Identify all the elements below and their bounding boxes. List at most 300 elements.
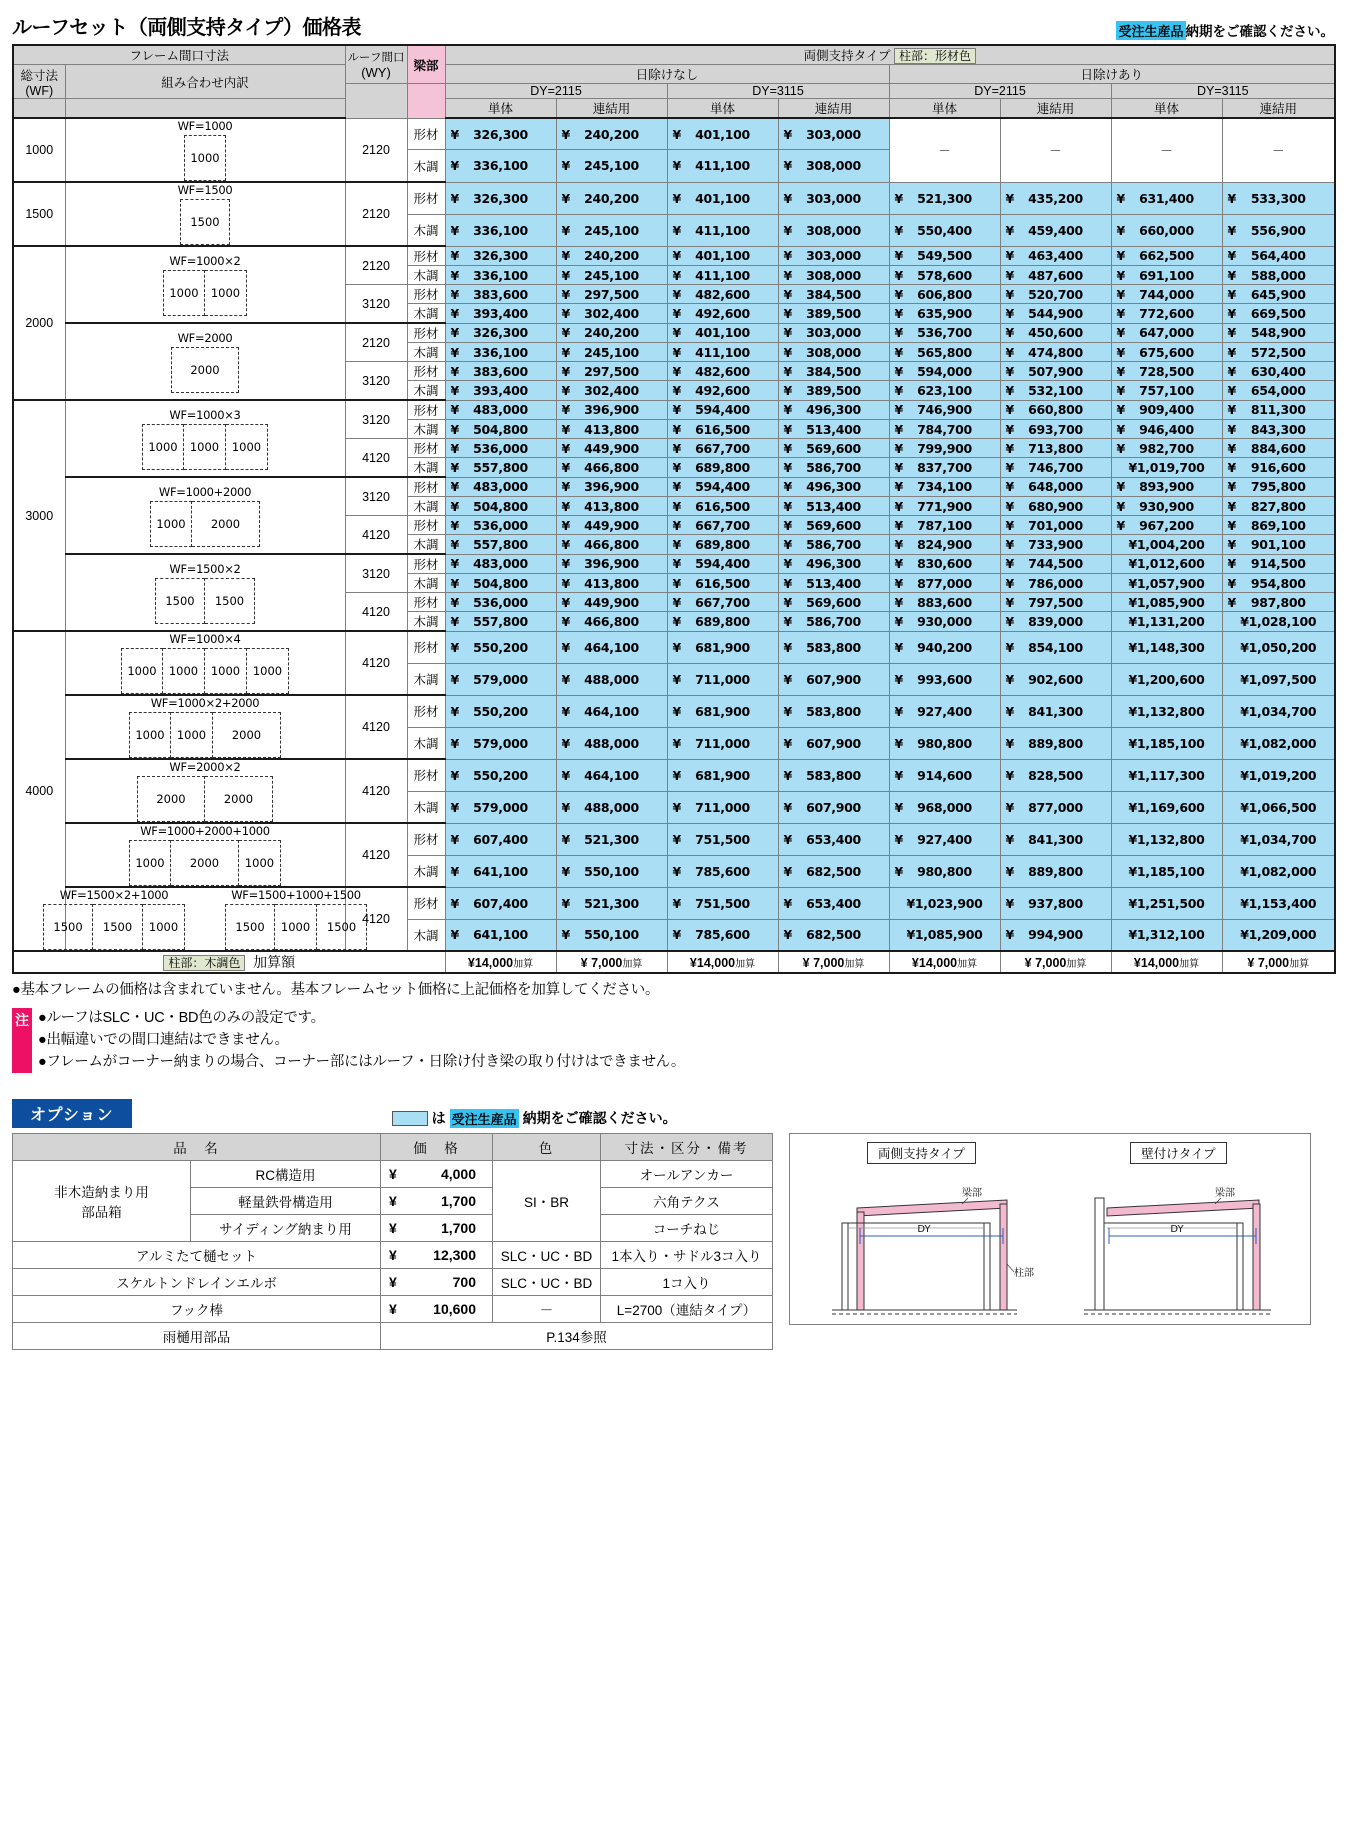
price-cell: ¥ 513,400 bbox=[778, 497, 889, 516]
diagram-box: 1000 bbox=[239, 840, 281, 886]
price-cell: ¥ 569,600 bbox=[778, 593, 889, 612]
beam-type-cell: 形材 bbox=[407, 759, 445, 791]
illustration-title-2: 壁付けタイプ bbox=[1130, 1142, 1226, 1164]
price-cell: ¥ 786,000 bbox=[1000, 574, 1111, 593]
yen-symbol: ¥ bbox=[1005, 639, 1014, 655]
yen-symbol: ¥ bbox=[1227, 325, 1236, 341]
price-cell: ¥ 641,100 bbox=[445, 919, 556, 951]
price-cell: ¥ 326,300 bbox=[445, 182, 556, 214]
yen-symbol: ¥ bbox=[450, 325, 459, 341]
yen-symbol: ¥ bbox=[783, 575, 792, 591]
title-row bbox=[12, 10, 1334, 40]
table-row bbox=[13, 118, 1335, 150]
price-cell: ¥1,097,500 bbox=[1222, 663, 1335, 695]
option-price: ¥ 1,700 bbox=[381, 1188, 493, 1215]
yen-symbol: ¥ bbox=[672, 594, 681, 610]
yen-symbol: ¥ bbox=[561, 440, 570, 456]
note-item: ●出幅違いでの間口連結はできません。 bbox=[38, 1031, 289, 1048]
yen-symbol: ¥ bbox=[783, 536, 792, 552]
price-cell: ¥ 450,600 bbox=[1000, 323, 1111, 343]
price-cell: ¥ 623,100 bbox=[889, 381, 1000, 401]
yen-symbol: ¥ bbox=[450, 671, 459, 687]
price-cell: ¥ 630,400 bbox=[1222, 362, 1335, 381]
price-cell: ¥ 711,000 bbox=[667, 663, 778, 695]
price-cell: ¥1,117,300 bbox=[1111, 759, 1222, 791]
price-cell: ¥ 660,800 bbox=[1000, 400, 1111, 420]
price-cell: ¥ 667,700 bbox=[667, 516, 778, 535]
yen-symbol: ¥ bbox=[894, 286, 903, 302]
yen-symbol: ¥ bbox=[561, 286, 570, 302]
price-cell: ¥ 483,000 bbox=[445, 477, 556, 497]
yen-symbol: ¥ bbox=[1227, 440, 1236, 456]
beam-type-cell: 形材 bbox=[407, 823, 445, 855]
price-cell: ¥ 954,800 bbox=[1222, 574, 1335, 593]
yen-symbol: ¥ bbox=[894, 222, 903, 238]
price-cell: ¥ 572,500 bbox=[1222, 343, 1335, 362]
yen-symbol: ¥ bbox=[672, 767, 681, 783]
header-type-tag: 柱部：形材色 bbox=[894, 48, 976, 64]
price-cell: ¥ 681,900 bbox=[667, 631, 778, 663]
yen-symbol: ¥ bbox=[672, 479, 681, 495]
yen-symbol: ¥ bbox=[783, 459, 792, 475]
beam-type-cell: 木調 bbox=[407, 663, 445, 695]
yen-symbol: ¥ bbox=[1227, 594, 1236, 610]
yen-symbol: ¥ bbox=[783, 344, 792, 360]
yen-symbol: ¥ bbox=[894, 863, 903, 879]
yen-symbol: ¥ bbox=[1005, 536, 1014, 552]
price-cell: ¥1,132,800 bbox=[1111, 695, 1222, 727]
yen-symbol: ¥ bbox=[672, 402, 681, 418]
addition-suffix: 加算 bbox=[844, 958, 865, 970]
yen-symbol: ¥ bbox=[1005, 575, 1014, 591]
yen-symbol: ¥ bbox=[450, 556, 459, 572]
roof-width-cell: 4120 bbox=[345, 887, 407, 951]
table-row bbox=[13, 323, 1335, 343]
frame-breakdown-cell bbox=[53, 887, 361, 951]
beam-type-cell: 形材 bbox=[407, 118, 445, 150]
price-cell: ¥ 691,100 bbox=[1111, 266, 1222, 285]
yen-symbol: ¥ bbox=[672, 517, 681, 533]
yen-symbol: ¥ bbox=[1005, 517, 1014, 533]
yen-symbol: ¥ bbox=[450, 927, 459, 943]
price-cell: ¥ 536,000 bbox=[445, 516, 556, 535]
beam-type-cell: 木調 bbox=[407, 612, 445, 632]
roof-width-cell: 4120 bbox=[345, 516, 407, 555]
roof-width-cell: 3120 bbox=[345, 477, 407, 516]
frame-diagram bbox=[150, 485, 260, 547]
price-cell: ¥ 548,900 bbox=[1222, 323, 1335, 343]
yen-symbol: ¥ bbox=[450, 703, 459, 719]
price-cell: ¥ 504,800 bbox=[445, 574, 556, 593]
price-cell: ¥ 303,000 bbox=[778, 323, 889, 343]
yen-symbol: ¥ bbox=[1227, 363, 1236, 379]
price-cell: ¥ 513,400 bbox=[778, 420, 889, 439]
sub-header-link-3: 連結用 bbox=[1000, 99, 1111, 119]
option-name: RC構造用 bbox=[191, 1161, 381, 1188]
yen-symbol: ¥ bbox=[561, 363, 570, 379]
price-cell: ¥ 647,000 bbox=[1111, 323, 1222, 343]
note-badge: 注 bbox=[12, 1008, 32, 1073]
yen-symbol: ¥ bbox=[783, 517, 792, 533]
price-cell: ¥ 927,400 bbox=[889, 823, 1000, 855]
yen-symbol: ¥ bbox=[450, 799, 459, 815]
price-cell: ¥ 240,200 bbox=[556, 182, 667, 214]
beam-type-cell: 木調 bbox=[407, 343, 445, 362]
price-cell: ¥ 893,900 bbox=[1111, 477, 1222, 497]
yen-symbol: ¥ bbox=[450, 363, 459, 379]
yen-symbol: ¥ bbox=[672, 671, 681, 687]
diagram-boxes bbox=[225, 904, 367, 950]
wf-total-size: 1000 bbox=[13, 118, 65, 182]
header-dy3115-shade: DY=3115 bbox=[1111, 84, 1335, 99]
diagram-box: 1000 bbox=[143, 904, 185, 950]
addition-value: ¥ 7,000加算 bbox=[1000, 951, 1111, 973]
price-cell: ¥ 466,800 bbox=[556, 535, 667, 555]
yen-symbol: ¥ bbox=[783, 190, 792, 206]
header-total-size-label: 総寸法 bbox=[20, 68, 58, 83]
diagram-boxes bbox=[129, 840, 281, 886]
price-cell: ¥ 680,900 bbox=[1000, 497, 1111, 516]
header-with-shade: 日除けあり bbox=[889, 65, 1335, 84]
yen-symbol: ¥ bbox=[450, 382, 459, 398]
legend-suffix: 納期をご確認ください。 bbox=[522, 1110, 677, 1127]
price-cell: ¥ 569,600 bbox=[778, 439, 889, 458]
price-cell: ¥ 401,100 bbox=[667, 182, 778, 214]
price-cell: ¥ 889,800 bbox=[1000, 855, 1111, 887]
price-cell: ¥ 487,600 bbox=[1000, 266, 1111, 285]
diagram-box: 1000 bbox=[275, 904, 317, 950]
price-cell: ¥1,034,700 bbox=[1222, 695, 1335, 727]
diagram-label: WF=1000+2000 bbox=[158, 484, 252, 499]
beam-type-cell: 木調 bbox=[407, 791, 445, 823]
yen-symbol: ¥ bbox=[672, 190, 681, 206]
yen-symbol: ¥ bbox=[1005, 863, 1014, 879]
price-cell: ¥ 854,100 bbox=[1000, 631, 1111, 663]
yen-symbol: ¥ bbox=[1227, 556, 1236, 572]
diagram-box: 2000 bbox=[171, 840, 239, 886]
price-cell: ¥ 799,900 bbox=[889, 439, 1000, 458]
price-cell: ¥1,169,600 bbox=[1111, 791, 1222, 823]
yen-symbol: ¥ bbox=[783, 735, 792, 751]
price-cell: ¥ 240,200 bbox=[556, 323, 667, 343]
roof-width-cell: 4120 bbox=[345, 823, 407, 887]
addition-suffix: 加算 bbox=[622, 958, 643, 970]
price-cell: ¥ 411,100 bbox=[667, 150, 778, 182]
yen-symbol: ¥ bbox=[1005, 831, 1014, 847]
price-cell: ¥ 811,300 bbox=[1222, 400, 1335, 420]
price-cell: ¥ 557,800 bbox=[445, 458, 556, 478]
option-note: 1本入り・サドル3コ入り bbox=[601, 1242, 773, 1269]
frame-breakdown-cell bbox=[65, 182, 345, 246]
option-price: ¥ 12,300 bbox=[381, 1242, 493, 1269]
yen-symbol: ¥ bbox=[783, 863, 792, 879]
frame-diagram bbox=[225, 888, 367, 950]
frame-breakdown-cell bbox=[65, 759, 345, 823]
diagram-label: WF=1000+2000+1000 bbox=[140, 824, 270, 838]
price-cell: ¥ 583,800 bbox=[778, 695, 889, 727]
legend-prefix: は bbox=[431, 1110, 446, 1127]
yen-symbol: ¥ bbox=[450, 767, 459, 783]
price-cell: ¥ 533,300 bbox=[1222, 182, 1335, 214]
yen-symbol: ¥ bbox=[672, 613, 681, 629]
price-cell: ¥ 607,900 bbox=[778, 663, 889, 695]
price-cell: ¥ 631,400 bbox=[1111, 182, 1222, 214]
header-dy3115-noshade: DY=3115 bbox=[667, 84, 889, 99]
yen-symbol: ¥ bbox=[672, 927, 681, 943]
addition-suffix: 加算 bbox=[957, 958, 978, 970]
price-cell: ¥ 830,600 bbox=[889, 554, 1000, 574]
frame-breakdown-cell bbox=[65, 323, 345, 400]
frame-diagram bbox=[43, 888, 185, 950]
yen-symbol: ¥ bbox=[450, 158, 459, 174]
price-cell: ¥ 240,200 bbox=[556, 246, 667, 266]
frame-diagram bbox=[178, 183, 233, 245]
frame-breakdown-cell bbox=[65, 477, 345, 554]
price-cell: ¥ 940,200 bbox=[889, 631, 1000, 663]
option-note: L=2700（連結タイプ） bbox=[601, 1296, 773, 1323]
beam-type-cell: 形材 bbox=[407, 323, 445, 343]
yen-symbol: ¥ bbox=[1005, 382, 1014, 398]
yen-symbol: ¥ bbox=[1116, 382, 1125, 398]
yen-symbol: ¥ bbox=[1227, 536, 1236, 552]
yen-symbol: ¥ bbox=[894, 344, 903, 360]
frame-breakdown-cell bbox=[65, 400, 345, 477]
price-cell: ¥ 550,100 bbox=[556, 855, 667, 887]
addition-label: 加算額 bbox=[253, 954, 296, 970]
diagram-box: 1000 bbox=[163, 648, 205, 694]
roof-width-cell: 2120 bbox=[345, 182, 407, 246]
yen-symbol: ¥ bbox=[561, 267, 570, 283]
price-cell: ¥ 488,000 bbox=[556, 663, 667, 695]
option-header-note: 寸法・区分・備考 bbox=[601, 1134, 773, 1161]
yen-symbol: ¥ bbox=[450, 402, 459, 418]
price-cell: ¥ 556,900 bbox=[1222, 214, 1335, 246]
price-cell: ¥ 488,000 bbox=[556, 791, 667, 823]
yen-symbol: ¥ bbox=[894, 767, 903, 783]
yen-symbol: ¥ bbox=[450, 286, 459, 302]
yen-symbol: ¥ bbox=[1116, 222, 1125, 238]
beam-type-cell: 木調 bbox=[407, 497, 445, 516]
yen-symbol: ¥ bbox=[450, 517, 459, 533]
yen-symbol: ¥ bbox=[894, 440, 903, 456]
beam-type-cell: 木調 bbox=[407, 574, 445, 593]
note-list bbox=[32, 1008, 685, 1073]
roof-width-cell: 4120 bbox=[345, 439, 407, 478]
yen-symbol: ¥ bbox=[672, 248, 681, 264]
yen-symbol: ¥ bbox=[1227, 190, 1236, 206]
roof-width-cell: 3120 bbox=[345, 400, 407, 439]
price-cell: ¥ 557,800 bbox=[445, 612, 556, 632]
price-cell: ¥ 413,800 bbox=[556, 574, 667, 593]
roof-width-cell: 3120 bbox=[345, 554, 407, 593]
diagram-boxes bbox=[178, 199, 233, 245]
price-cell: ¥ 579,000 bbox=[445, 791, 556, 823]
price-cell: ¥1,251,500 bbox=[1111, 887, 1222, 919]
yen-symbol: ¥ bbox=[1005, 927, 1014, 943]
illustration-panel bbox=[789, 1133, 1311, 1325]
yen-symbol: ¥ bbox=[894, 479, 903, 495]
price-cell: ¥ 308,000 bbox=[778, 343, 889, 362]
table-row bbox=[13, 477, 1335, 497]
addition-label-cell bbox=[13, 951, 445, 973]
page-title: ルーフセット（両側支持タイプ）価格表 bbox=[12, 17, 361, 39]
option-row bbox=[13, 1242, 773, 1269]
yen-symbol: ¥ bbox=[894, 267, 903, 283]
both-side-type-diagram bbox=[802, 1168, 1042, 1318]
price-cell: ¥ 482,600 bbox=[667, 362, 778, 381]
header-breakdown: 組み合わせ内訳 bbox=[65, 65, 345, 99]
addition-tag: 柱部：木調色 bbox=[163, 955, 245, 971]
beam-type-cell: 形材 bbox=[407, 182, 445, 214]
yen-symbol: ¥ bbox=[672, 498, 681, 514]
beam-type-cell: 形材 bbox=[407, 285, 445, 304]
beam-type-cell: 形材 bbox=[407, 246, 445, 266]
price-cell: ¥1,004,200 bbox=[1111, 535, 1222, 555]
yen-symbol: ¥ bbox=[672, 831, 681, 847]
addition-value: ¥14,000加算 bbox=[667, 951, 778, 973]
price-cell: ¥ 757,100 bbox=[1111, 381, 1222, 401]
price-cell: ¥ 496,300 bbox=[778, 477, 889, 497]
price-cell: ¥ 930,000 bbox=[889, 612, 1000, 632]
header-roof-width bbox=[345, 45, 407, 84]
diagram-label: WF=1000×4 bbox=[169, 632, 241, 646]
yen-symbol: ¥ bbox=[1005, 799, 1014, 815]
yen-symbol: ¥ bbox=[894, 325, 903, 341]
price-cell: ¥1,085,900 bbox=[1111, 593, 1222, 612]
price-cell: ¥ 583,800 bbox=[778, 631, 889, 663]
price-cell: ¥ 877,000 bbox=[889, 574, 1000, 593]
price-cell: ¥ 336,100 bbox=[445, 214, 556, 246]
price-cell: ¥ 393,400 bbox=[445, 304, 556, 324]
bottom-section bbox=[12, 1133, 1334, 1350]
yen-symbol: ¥ bbox=[894, 498, 903, 514]
yen-symbol: ¥ bbox=[450, 594, 459, 610]
yen-symbol: ¥ bbox=[561, 248, 570, 264]
price-cell: ¥ 549,500 bbox=[889, 246, 1000, 266]
price-cell: ¥ 504,800 bbox=[445, 420, 556, 439]
yen-symbol: ¥ bbox=[1116, 363, 1125, 379]
yen-symbol: ¥ bbox=[672, 382, 681, 398]
price-cell: ¥ 474,800 bbox=[1000, 343, 1111, 362]
price-cell: ¥ 550,100 bbox=[556, 919, 667, 951]
yen-symbol: ¥ bbox=[561, 613, 570, 629]
yen-symbol: ¥ bbox=[561, 799, 570, 815]
addition-suffix: 加算 bbox=[1179, 958, 1200, 970]
price-cell: ¥ 843,300 bbox=[1222, 420, 1335, 439]
diagram-group bbox=[66, 254, 345, 316]
diagram-group bbox=[66, 824, 345, 886]
yen-symbol: ¥ bbox=[783, 363, 792, 379]
price-cell: ¥ 463,400 bbox=[1000, 246, 1111, 266]
price-cell: ¥1,085,900 bbox=[889, 919, 1000, 951]
yen-symbol: ¥ bbox=[561, 517, 570, 533]
price-cell: ¥ 828,500 bbox=[1000, 759, 1111, 791]
yen-symbol: ¥ bbox=[1005, 248, 1014, 264]
roof-width-cell: 2120 bbox=[345, 323, 407, 362]
legend-swatch bbox=[392, 1111, 428, 1126]
beam-type-cell: 形材 bbox=[407, 362, 445, 381]
price-cell: ¥ 594,400 bbox=[667, 554, 778, 574]
yen-symbol: ¥ bbox=[561, 305, 570, 321]
frame-diagram bbox=[171, 331, 239, 393]
price-cell: ¥ 616,500 bbox=[667, 420, 778, 439]
diagram-box: 1000 bbox=[129, 840, 171, 886]
price-cell: ¥ 837,700 bbox=[889, 458, 1000, 478]
yen-symbol: ¥ bbox=[450, 267, 459, 283]
yen-symbol: ¥ bbox=[894, 831, 903, 847]
diagram-label: WF=2000 bbox=[177, 330, 233, 345]
yen-symbol: ¥ bbox=[672, 575, 681, 591]
yen-symbol: ¥ bbox=[561, 498, 570, 514]
option-price: ¥ 10,600 bbox=[381, 1296, 493, 1323]
yen-symbol: ¥ bbox=[450, 639, 459, 655]
option-note: 1コ入り bbox=[601, 1269, 773, 1296]
price-cell: ¥ 583,800 bbox=[778, 759, 889, 791]
option-group-label: 非木造納まり用 部品箱 bbox=[13, 1161, 191, 1242]
price-cell: ¥ 667,700 bbox=[667, 593, 778, 612]
price-cell: ¥ 914,500 bbox=[1222, 554, 1335, 574]
addition-suffix: 加算 bbox=[1066, 958, 1087, 970]
note-lead: ●基本フレームの価格は含まれていません。基本フレームセット価格に上記価格を加算してください。 bbox=[12, 982, 660, 998]
price-cell: ¥ 654,000 bbox=[1222, 381, 1335, 401]
price-cell: ¥ 586,700 bbox=[778, 612, 889, 632]
diagram-box: 1000 bbox=[184, 424, 226, 470]
price-cell: ¥ 980,800 bbox=[889, 727, 1000, 759]
price-cell: ¥ 746,900 bbox=[889, 400, 1000, 420]
table-row bbox=[13, 400, 1335, 420]
yen-symbol: ¥ bbox=[561, 735, 570, 751]
option-color: － bbox=[493, 1296, 601, 1323]
price-cell: ¥ 464,100 bbox=[556, 759, 667, 791]
price-cell: ¥ 413,800 bbox=[556, 497, 667, 516]
option-note: オールアンカー bbox=[601, 1161, 773, 1188]
option-table-body bbox=[13, 1161, 773, 1350]
table-row bbox=[13, 182, 1335, 214]
beam-type-cell: 木調 bbox=[407, 535, 445, 555]
frame-breakdown-cell bbox=[65, 246, 345, 323]
yen-symbol: ¥ bbox=[783, 639, 792, 655]
option-note: P.134参照 bbox=[381, 1323, 773, 1350]
price-cell: ¥1,312,100 bbox=[1111, 919, 1222, 951]
yen-symbol: ¥ bbox=[561, 344, 570, 360]
price-cell: ¥ 520,700 bbox=[1000, 285, 1111, 304]
yen-symbol: ¥ bbox=[672, 286, 681, 302]
yen-symbol: ¥ bbox=[894, 402, 903, 418]
yen-symbol: ¥ bbox=[1005, 402, 1014, 418]
price-cell: ¥ 616,500 bbox=[667, 574, 778, 593]
diagram-label: WF=1500×2+1000 bbox=[59, 888, 169, 902]
price-cell: ¥ 507,900 bbox=[1000, 362, 1111, 381]
header-breakdown-blank bbox=[65, 99, 345, 119]
yen-symbol: ¥ bbox=[450, 459, 459, 475]
yen-symbol: ¥ bbox=[389, 1301, 397, 1318]
price-cell: ¥ 449,900 bbox=[556, 439, 667, 458]
option-price: ¥ 700 bbox=[381, 1269, 493, 1296]
price-cell: ¥ 326,300 bbox=[445, 246, 556, 266]
yen-symbol: ¥ bbox=[672, 895, 681, 911]
diagram-label: WF=1500×2 bbox=[169, 561, 241, 576]
diagram-label: WF=1000 bbox=[177, 119, 233, 133]
diagram-box: 1000 bbox=[171, 712, 213, 758]
diagram-box: 2000 bbox=[137, 776, 205, 822]
price-cell: ¥ 513,400 bbox=[778, 574, 889, 593]
yen-symbol: ¥ bbox=[1116, 440, 1125, 456]
price-cell: ¥1,050,200 bbox=[1222, 631, 1335, 663]
yen-symbol: ¥ bbox=[561, 703, 570, 719]
beam-type-cell: 木調 bbox=[407, 214, 445, 246]
price-cell: ¥ 594,000 bbox=[889, 362, 1000, 381]
beam-type-cell: 木調 bbox=[407, 727, 445, 759]
